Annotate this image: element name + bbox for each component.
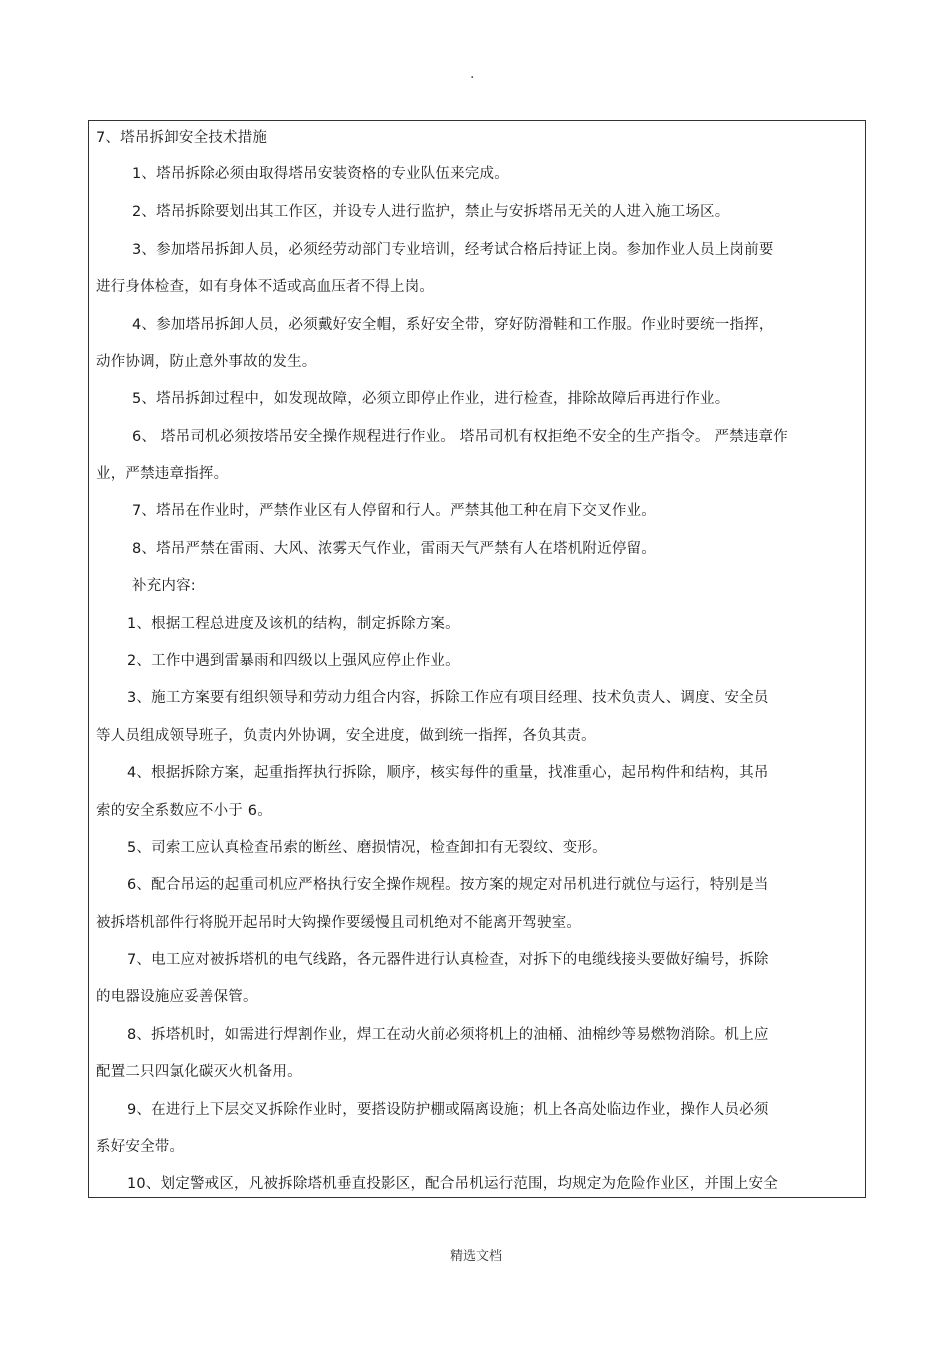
page-header-mark: . — [470, 66, 475, 82]
paragraph-line: 2、塔吊拆除要划出其工作区，并设专人进行监护，禁止与安拆塔吊无关的人进入施工场区。 — [132, 204, 730, 220]
paragraph-line: 7、电工应对被拆塔机的电气线路，各元器件进行认真检查，对拆下的电缆线接头要做好编号，拆除 — [127, 952, 769, 968]
paragraph-line: 5、司索工应认真检查吊索的断丝、磨损情况，检查卸扣有无裂纹、变形。 — [127, 840, 607, 856]
paragraph-line: 8、塔吊严禁在雷雨、大风、浓雾天气作业，雷雨天气严禁有人在塔机附近停留。 — [132, 541, 656, 557]
paragraph-line: 1、根据工程总进度及该机的结构，制定拆除方案。 — [127, 616, 460, 632]
paragraph-line: 7、塔吊在作业时，严禁作业区有人停留和行人。严禁其他工种在肩下交叉作业。 — [132, 503, 656, 519]
paragraph-line: 4、参加塔吊拆卸人员，必须戴好安全帽，系好安全带，穿好防滑鞋和工作服。作业时要统一指挥， — [132, 317, 774, 333]
section-heading: 7、塔吊拆卸安全技术措施 — [96, 130, 268, 146]
paragraph-line: 3、施工方案要有组织领导和劳动力组合内容，拆除工作应有项目经理、技术负责人、调度、安全员 — [127, 690, 769, 706]
paragraph-line: 配置二只四氯化碳灭火机备用。 — [96, 1064, 302, 1080]
paragraph-line: 6、 塔吊司机必须按塔吊安全操作规程进行作业。 塔吊司机有权拒绝不安全的生产指令。 严禁违章作 — [132, 429, 788, 445]
paragraph-line: 3、参加塔吊拆卸人员，必须经劳动部门专业培训，经考试合格后持证上岗。参加作业人员上岗前要 — [132, 242, 774, 258]
supplement-heading: 补充内容: — [132, 578, 196, 594]
paragraph-line: 8、拆塔机时，如需进行焊割作业，焊工在动火前必须将机上的油桶、油棉纱等易燃物消除。机上应 — [127, 1027, 769, 1043]
paragraph-line: 等人员组成领导班子，负责内外协调，安全进度，做到统一指挥，各负其责。 — [96, 728, 596, 744]
paragraph-line: 9、在进行上下层交叉拆除作业时，要搭设防护棚或隔离设施；机上各高处临边作业，操作人员必须 — [127, 1102, 769, 1118]
paragraph-line: 索的安全系数应不小于 6。 — [96, 803, 272, 819]
paragraph-line: 10、划定警戒区，凡被拆除塔机垂直投影区，配合吊机运行范围，均规定为危险作业区，并围上安全 — [127, 1176, 778, 1192]
paragraph-line: 业，严禁违章指挥。 — [96, 466, 229, 482]
paragraph-line: 6、配合吊运的起重司机应严格执行安全操作规程。按方案的规定对吊机进行就位与运行，特别是当 — [127, 877, 769, 893]
paragraph-line: 5、塔吊拆卸过程中，如发现故障，必须立即停止作业，进行检查，排除故障后再进行作业。 — [132, 391, 730, 407]
paragraph-line: 4、根据拆除方案，起重指挥执行拆除，顺序，核实每件的重量，找准重心，起吊构件和结构，其吊 — [127, 765, 769, 781]
paragraph-line: 进行身体检查，如有身体不适或高血压者不得上岗。 — [96, 279, 435, 295]
document-frame — [88, 120, 866, 1198]
paragraph-line: 被拆塔机部件行将脱开起吊时大钩操作要缓慢且司机绝对不能离开驾驶室。 — [96, 915, 582, 931]
paragraph-line: 2、工作中遇到雷暴雨和四级以上强风应停止作业。 — [127, 653, 460, 669]
paragraph-line: 动作协调，防止意外事故的发生。 — [96, 354, 317, 370]
paragraph-line: 系好安全带。 — [96, 1139, 185, 1155]
paragraph-line: 的电器设施应妥善保管。 — [96, 989, 258, 1005]
paragraph-line: 1、塔吊拆除必须由取得塔吊安装资格的专业队伍来完成。 — [132, 166, 509, 182]
page-footer: 精选文档 — [450, 1249, 503, 1264]
